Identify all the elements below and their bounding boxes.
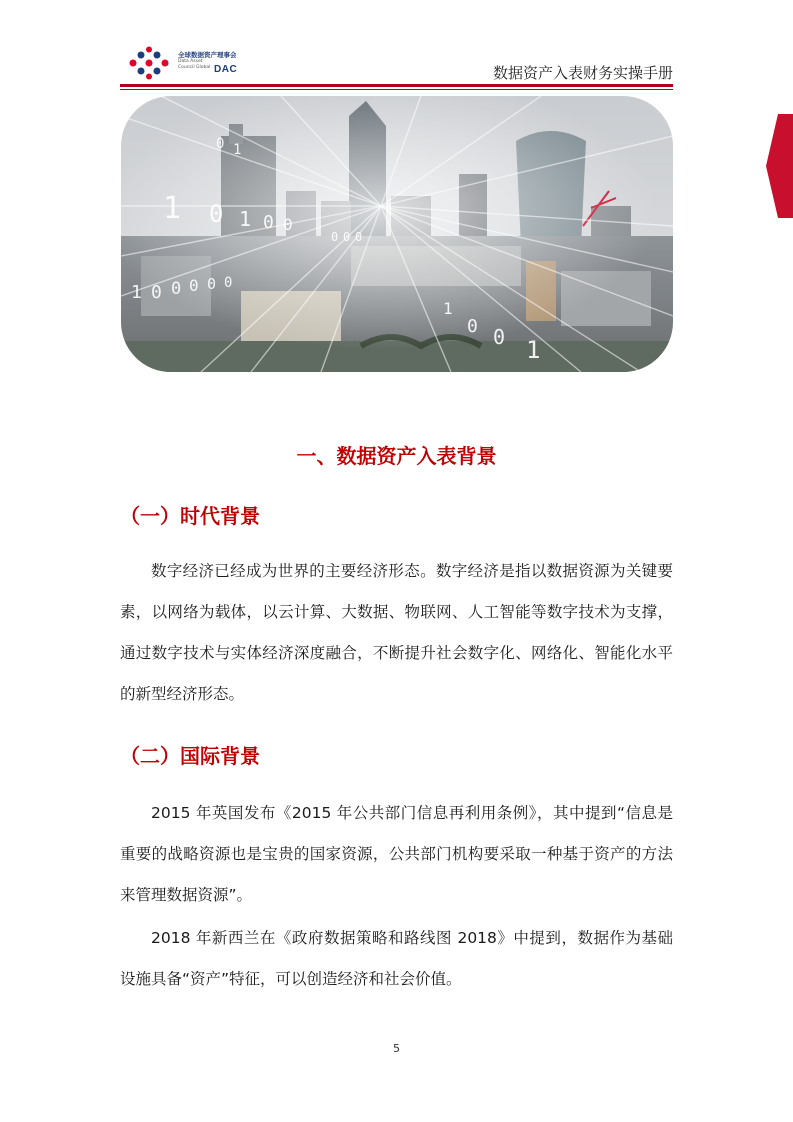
page-number: 5	[393, 1042, 400, 1055]
paragraph-uk: 2015 年英国发布《2015 年公共部门信息再利用条例》，其中提到“信息是重要的战略资源也是宝贵的国家资源，公共部门机构要采取一种基于资产的方法来管理数据资源”。	[120, 804, 673, 904]
logo-dots-icon	[128, 46, 174, 80]
digit: 0	[171, 279, 182, 299]
digit: 0	[189, 276, 199, 295]
digit: 1	[131, 282, 142, 303]
digit: 0	[355, 230, 363, 244]
section-title: 一、数据资产入表背景	[296, 444, 497, 468]
digit: 0	[283, 215, 293, 234]
sub-heading-era: （一）时代背景	[120, 504, 260, 528]
digit: 0	[343, 230, 351, 244]
sub-heading-international: （二）国际背景	[120, 744, 260, 768]
header-rule-thin	[120, 89, 673, 90]
city-skyline-image	[121, 96, 673, 372]
digit: 1	[163, 191, 182, 226]
paragraph-nz: 2018 年新西兰在《政府数据策略和路线图 2018》中提到，数据作为基础设施具备“资产”特征，可以创造经济和社会价值。	[120, 929, 673, 988]
paragraph-era: 数字经济已经成为世界的主要经济形态。数字经济是指以数据资源为关键要素，以网络为载体，以云计算、大数据、物联网、人工智能等数字技术为支撑，通过数字技术与实体经济深度融合，不断提升社会数字化、网络化、智能化水平的新型经济形态。	[120, 562, 673, 703]
header-rule	[120, 84, 673, 87]
logo-en-line2: Council Global	[178, 64, 211, 70]
hero-image	[121, 96, 673, 372]
digit: 1	[526, 336, 541, 364]
header-logo	[128, 46, 258, 80]
digit: 0	[151, 282, 162, 303]
digit: 0	[331, 230, 339, 244]
digit: 0	[216, 136, 225, 152]
logo-en-line1: Data Asset	[178, 59, 203, 64]
digit: 0	[467, 316, 478, 337]
digit: 0	[263, 212, 274, 233]
side-tab-decoration	[766, 114, 793, 218]
header-title: 数据资产入表财务实操手册	[492, 64, 673, 82]
digit: 1	[239, 207, 252, 231]
logo-abbr: DAC	[214, 64, 238, 75]
digit: 0	[224, 275, 233, 291]
digit: 1	[233, 142, 242, 158]
digit: 0	[209, 200, 224, 228]
digit: 0	[493, 325, 506, 349]
digit: 0	[207, 275, 217, 293]
digit: 1	[443, 299, 453, 318]
logo-cn-name: 全球数据资产理事会	[178, 51, 237, 59]
